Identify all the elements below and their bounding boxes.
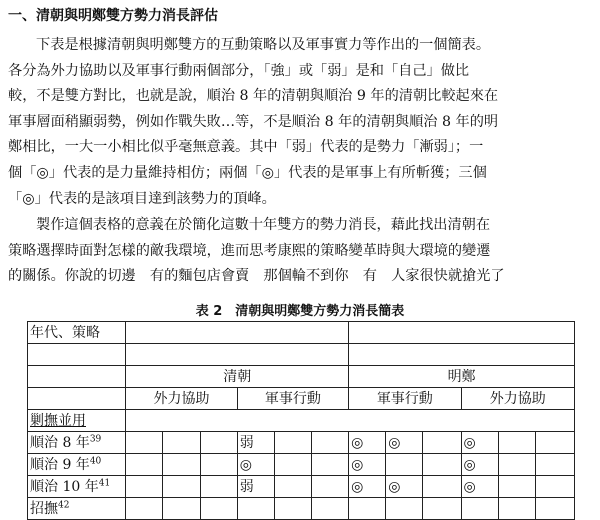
cell-value: ◎ xyxy=(349,454,386,476)
text-line: 製作這個表格的意義在於簡化這數十年雙方的勢力消長，藉此找出清朝在 xyxy=(36,217,491,233)
qing-military-header: 軍事行動 xyxy=(237,388,348,410)
row-label: 招撫$^{42}$ xyxy=(28,498,126,520)
table-title: 表 2 清朝與明鄭雙方勢力消長簡表 xyxy=(195,304,405,319)
row-label: 順治 9 年$^{40}$ xyxy=(28,454,126,476)
text-line: 各分為外力協助以及軍事行動兩個部分，「強」或「弱」是和「自己」做比 xyxy=(8,62,470,79)
cell-value: ◎ xyxy=(349,432,386,454)
ming-military-header: 軍事行動 xyxy=(349,388,461,410)
table-row xyxy=(28,476,575,498)
footnote-ref: 42 xyxy=(58,499,70,510)
table-spacer-row xyxy=(28,344,575,366)
section-label: 剿撫並用 xyxy=(28,410,126,432)
footnote-ref: 41 xyxy=(98,477,111,488)
paragraph-purpose xyxy=(8,213,592,290)
section-row xyxy=(28,410,575,432)
text-line: 下表是根據清朝與明鄭雙方的互動策略以及軍事實力等作出的一個簡表。 xyxy=(36,37,491,53)
section-heading: 一、清朝與明鄭雙方勢力消長評估 xyxy=(8,8,218,24)
row-label: 順治 8 年$^{39}$ xyxy=(28,432,126,454)
text-line: 策略選擇時面對怎樣的敵我環境，進而思考康熙的策略變革時與大環境的變遷 xyxy=(8,242,491,259)
text-line: 的關係。你說的切邊 有的麵包店會賣 那個輪不到你 有 人家很快就搶光了 xyxy=(8,268,505,285)
qing-external-header: 外力協助 xyxy=(126,388,237,410)
ming-header: 明鄭 xyxy=(349,366,575,388)
cell-value: ◎ xyxy=(349,476,386,498)
cell-value: ◎ xyxy=(237,454,274,476)
text-line: 鄭相比，一大一小相比似乎毫無意義。其中「弱」代表的是勢力「漸弱」；一 xyxy=(8,139,484,156)
cell-value: 弱 xyxy=(237,476,274,498)
power-balance-table xyxy=(27,321,575,520)
table-header-row xyxy=(28,322,575,344)
side-header-row xyxy=(28,366,575,388)
row-label: 順治 10 年$^{41}$ xyxy=(28,476,126,498)
text-line: 「◎」代表的是該項目達到該勢力的頂峰。 xyxy=(8,190,276,207)
paragraph-intro xyxy=(8,33,592,212)
footnote-ref: 39 xyxy=(89,433,102,444)
category-header-row xyxy=(28,388,575,410)
table-row xyxy=(28,454,575,476)
cell-value: ◎ xyxy=(386,476,423,498)
cell-value: ◎ xyxy=(386,432,423,454)
text-line: 軍事層面稍顯弱勢，例如作戰失敗…等，不是順治 8 年的清朝與順治 8 年的明 xyxy=(8,113,499,130)
footnote-ref: 40 xyxy=(89,455,102,466)
ming-external-header: 外力協助 xyxy=(461,388,575,410)
qing-header: 清朝 xyxy=(126,366,349,388)
text-line: 較，不是雙方對比，也就是說，順治 8 年的清朝與順治 9 年的清朝比較起來在 xyxy=(8,88,499,105)
text-line: 個「◎」代表的是力量維持相仿；兩個「◎」代表的是軍事上有所斬獲；三個 xyxy=(8,164,487,181)
cell-value: ◎ xyxy=(461,476,498,498)
cell-value: ◎ xyxy=(461,454,498,476)
cell-value: ◎ xyxy=(461,432,498,454)
header-label: 年代、策略 xyxy=(28,322,126,344)
table-row xyxy=(28,432,575,454)
cell-value: 弱 xyxy=(237,432,274,454)
table-row xyxy=(28,498,575,520)
